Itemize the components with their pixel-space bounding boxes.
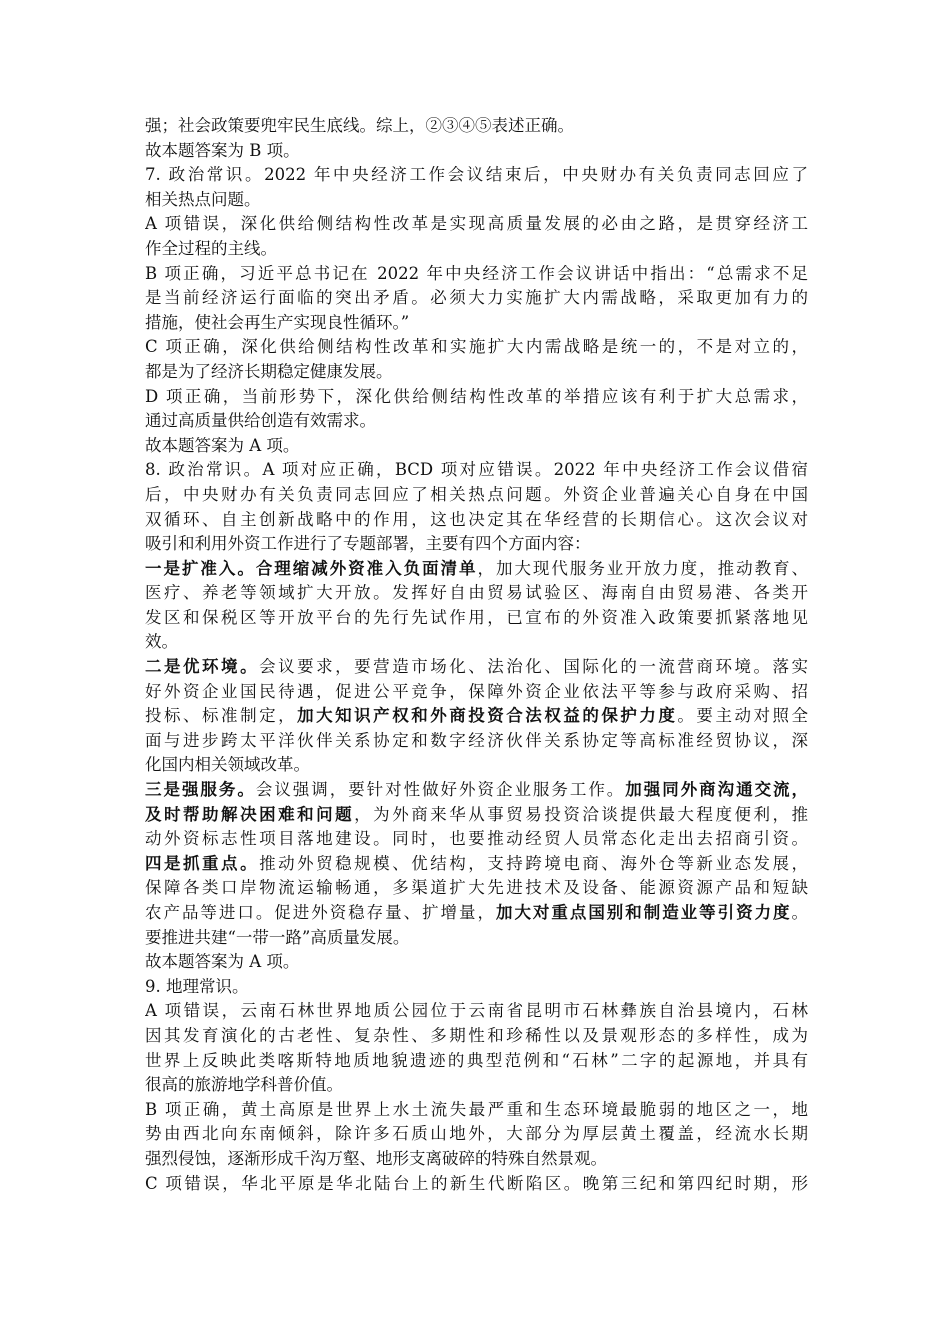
text-line [145,803,808,828]
text-segment: 故本题答案为 A 项。 [145,435,300,455]
text-segment: 势由西北向东南倾斜，除许多石质山地外，大部分为厚层黄土覆盖，经流水长期 [145,1124,808,1144]
text-segment: 是当前经济运行面临的突出矛盾。必须大力实施扩大内需战略，采取更加有力的 [145,288,808,308]
text-line [145,1098,808,1123]
text-line [145,926,808,951]
text-segment: 故本题答案为 A 项。 [145,952,300,972]
text-line [145,581,808,606]
bold-text: 加大对重点国别和制造业等引资力度 [495,903,792,922]
text-line [145,999,808,1024]
text-segment: 后，中央财办有关负责同志回应了相关热点问题。外资企业普遍关心自身在中国 [145,484,808,504]
bold-text: 加强同外商沟通交流， [625,780,808,800]
text-line [145,458,808,483]
text-line [145,1122,808,1147]
text-segment: B 项正确，习近平总书记在 2022 年中央经济工作会议讲话中指出：“总需求不足 [145,263,808,283]
text-line [145,1147,808,1172]
text-line [145,778,808,803]
text-line [145,1172,808,1197]
text-line [145,114,808,139]
text-segment: 投标、标准制定， [145,706,298,726]
text-segment: 因其发育演化的古老性、复杂性、多期性和珍稀性以及景观形态的多样性，成为 [145,1025,808,1045]
text-segment: 措施，使社会再生产实现良性循环。” [145,312,410,332]
text-line [145,901,808,926]
text-segment: 9. 地理常识。 [145,976,249,996]
text-line [145,286,808,311]
text-segment: C 项正确，深化供给侧结构性改革和实施扩大内需战略是统一的，不是对立的， [145,337,808,357]
text-line [145,188,808,213]
text-segment: 动外资标志性项目落地建设。同时，也要推动经贸人员常态化走出去招商引资。 [145,829,808,849]
text-line [145,557,808,582]
text-line [145,335,808,360]
text-segment: 推动外贸稳规模、优结构，支持跨境电商、海外仓等新业态发展， [259,853,808,873]
text-line [145,1024,808,1049]
bold-text: 加大知识产权和外商投资合法权益的保护力度 [297,706,678,726]
text-line [145,729,808,754]
text-line [145,1073,808,1098]
text-line [145,680,808,705]
text-segment: 保障各类口岸物流运输畅通，多渠道扩大先进技术及设备、能源资源产品和短缺 [145,878,808,898]
bold-text: 三是强服务。 [145,780,256,800]
text-segment: 好外资企业国民待遇，促进公平竞争，保障外资企业依法平等参与政府采购、招 [145,681,808,701]
text-line [145,262,808,287]
text-segment: 通过高质量供给创造有效需求。 [145,411,376,431]
text-segment: 。 [791,903,808,922]
text-line [145,532,808,557]
text-line [145,311,808,336]
text-segment: 医疗、养老等领域扩大开放。发挥好自由贸易试验区、海南自由贸易港、各类开 [145,583,808,603]
text-line [145,704,808,729]
text-segment: 面与进步跨太平洋伙伴关系协定和数字经济伙伴关系协定等高标准经贸协议，深 [145,730,808,750]
text-line [145,483,808,508]
text-segment: 农产品等进口。促进外资稳存量、扩增量， [145,903,496,922]
text-segment: ，为外商来华从事贸易投资洽谈提供最大程度便利，推 [354,804,808,824]
text-segment: 故本题答案为 B 项。 [145,140,300,160]
text-segment: 。要主动对照全 [677,706,808,726]
text-line [145,753,808,778]
text-segment: 会议强调，要针对性做好外资企业服务工作。 [255,780,626,800]
text-segment: 都是为了经济长期稳定健康发展。 [145,361,393,381]
text-segment: 要推进共建“一带一路”高质量发展。 [145,927,410,947]
text-segment: ，加大现代服务业开放力度，推动教育、 [477,558,808,578]
text-line [145,139,808,164]
text-line [145,876,808,901]
text-segment: 会议要求，要营造市场化、法治化、国际化的一流营商环境。落实 [259,657,808,677]
text-segment: A 项错误，深化供给侧结构性改革是实现高质量发展的必由之路，是贯穿经济工 [145,214,808,234]
text-segment: 化国内相关领域改革。 [145,755,310,775]
text-segment: 效。 [145,632,178,652]
text-segment: 很高的旅游地学科普价值。 [145,1075,343,1095]
text-line [145,655,808,680]
text-segment: 强；社会政策要兜牢民生底线。综上，②③④⑤表述正确。 [145,116,574,135]
text-line [145,385,808,410]
text-line [145,237,808,262]
text-line [145,508,808,533]
text-line [145,409,808,434]
text-segment: C 项错误，华北平原是华北陆台上的新生代断陷区。晚第三纪和第四纪时期，形 [145,1173,808,1193]
text-segment: 发区和保税区等开放平台的先行先试作用，已宣布的外资准入政策要抓紧落地见 [145,607,808,627]
text-line [145,163,808,188]
text-line [145,434,808,459]
bold-text: 及时帮助解决困难和问题 [145,804,355,824]
text-segment: B 项正确，黄土高原是世界上水土流失最严重和生态环境最脆弱的地区之一，地 [145,1099,808,1119]
text-segment: 双循环、自主创新战略中的作用，这也决定其在华经营的长期信心。这次会议对 [145,509,808,529]
text-segment: 8. 政治常识。A 项对应正确，BCD 项对应错误。2022 年中央经济工作会议借宿 [145,460,808,480]
text-line [145,212,808,237]
text-line [145,950,808,975]
text-segment: 相关热点问题。 [145,189,261,209]
text-segment: 吸引和利用外资工作进行了专题部署，主要有四个方面内容： [145,534,591,554]
text-segment: 7. 政治常识。2022 年中央经济工作会议结束后，中央财办有关负责同志回应了 [145,165,808,185]
text-segment: 世界上反映此类喀斯特地质地貌遗迹的典型范例和“石林”二字的起源地，并具有 [145,1050,808,1070]
bold-text: 一是扩准入。合理缩减外资准入负面清单 [145,558,478,578]
text-line [145,606,808,631]
bold-text: 二是优环境。 [145,657,260,677]
text-line [145,827,808,852]
text-segment: A 项错误，云南石林世界地质公园位于云南省昆明市石林彝族自治县境内，石林 [145,1001,808,1021]
text-line [145,975,808,1000]
text-segment: D 项正确，当前形势下，深化供给侧结构性改革的举措应该有利于扩大总需求， [145,386,808,406]
text-line [145,630,808,655]
text-line [145,1049,808,1074]
text-line [145,852,808,877]
bold-text: 四是抓重点。 [145,853,260,873]
text-segment: 作全过程的主线。 [145,238,277,258]
text-line [145,360,808,385]
text-segment: 强烈侵蚀，逐渐形成千沟万壑、地形支离破碎的特殊自然景观。 [145,1148,607,1168]
